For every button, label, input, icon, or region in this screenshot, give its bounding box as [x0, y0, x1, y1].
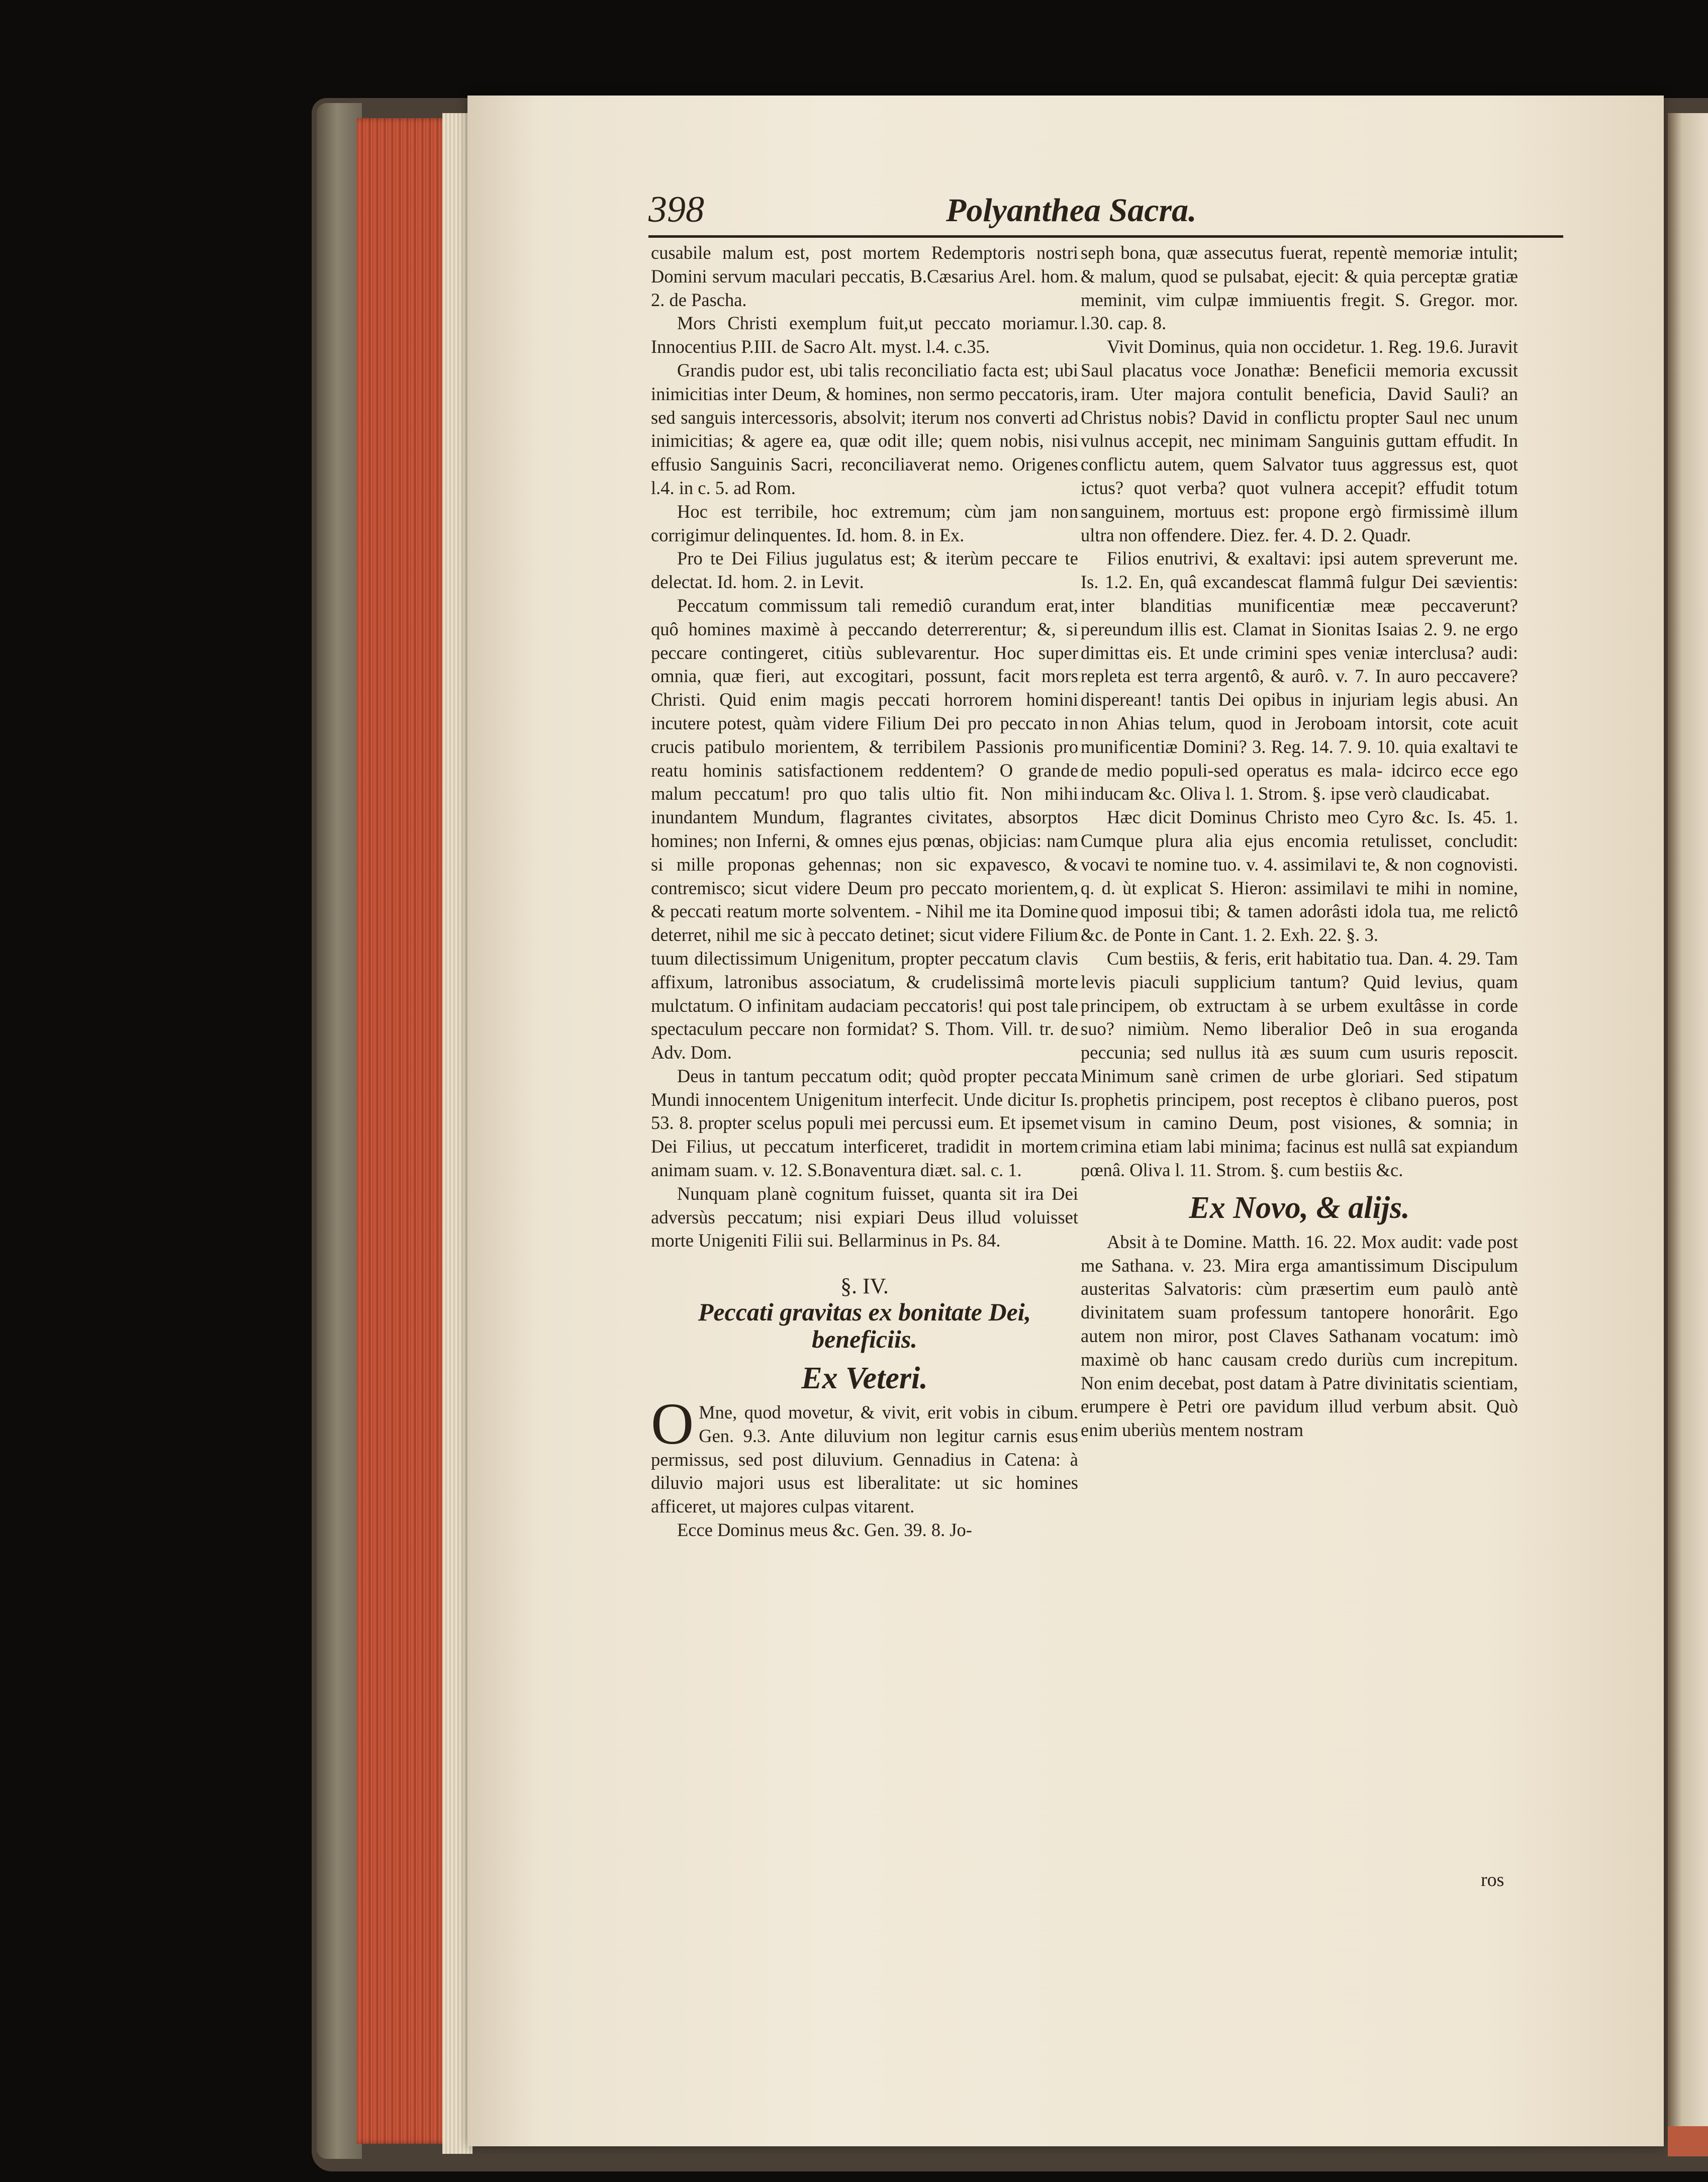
paragraph: Deus in tantum peccatum odit; quòd propter peccata Mundi innocentem Unigenitum interfecit. Unde dicitur Is. 53. 8. propter scelus populi mei percussi eum. Et ipsemet Dei Filius, ut peccatum interficeret, tradidit in mortem animam suam. v. 12. S.Bonaventura diæt. sal. c. 1.	[651, 1065, 1078, 1181]
subheading: Ex Veteri.	[801, 1361, 928, 1396]
drop-cap: O	[651, 1391, 694, 1457]
paragraph: Ecce Dominus meus &c. Gen. 39. 8. Jo-	[677, 1520, 972, 1541]
page-number: 398	[648, 189, 704, 230]
paragraph: Vivit Dominus, quia non occidetur. 1. Reg. 19.6. Juravit Saul placatus voce Jonathæ: Beneficii memoria excussit iram. Uter majora contulit beneficia, David Sauli? an Christus nobis? David in conflictu propter Saul nec unum vulnus accepit, nec minimam Sanguinis guttam effudit. In conflictu autem, quem Salvator tuus aggressus est, quot ictus? quot verba? quot vulnera accepit? effudit totum sanguinem, mortuus est: propone ergò firmissimè illum ultra non offendere. Diez. fer. 4. D. 2. Quadr.	[1081, 336, 1518, 545]
paragraph: Cum bestiis, & feris, erit habitatio tua. Dan. 4. 29. Tam levis piaculi supplicium tantum? Quid levius, quam principem, ob extructam à se urbem exultâsse in corde suo? nimiùm. Nemo liberalior Deô in sua eroganda peccunia; sed nullus ità æs suum cum usuris reposcit. Minimum sanè crimen de urbe gloriari. Sed stipatum prophetis principem, post receptos è clibano pueros, post visum in camino Deum, post visiones, & somnia; in crimina etiam labi minima; facinus est nullâ sat expiandum pœnâ. Oliva l. 11. Strom. §. cum bestiis &c.	[1081, 947, 1518, 1181]
facing-page-red-edge	[1668, 2126, 1708, 2156]
paragraph: Hæc dicit Dominus Christo meo Cyro &c. Is. 45. 1. Cumque plura alia ejus encomia retulisset, concludit: vocavi te nomine tuo. v. 4. assimilavi te, & non cognovisti. q. d. ùt explicat S. Hieron: assimilavi te mihi in nomine, quod imposui tibi; & tamen adorâsti idola tua, me relictô &c. de Ponte in Cant. 1. 2. Exh. 22. §. 3.	[1081, 807, 1518, 945]
subheading: Ex Novo, & alijs.	[1189, 1190, 1410, 1225]
section-number: §. IV.	[840, 1274, 889, 1299]
paragraph-text: Mne, quod movetur, & vivit, erit vobis in cibum. Gen. 9.3. Ante diluvium non legitur carnis esus permissus, sed post diluvium. Gennadius in Catena: à diluvio majori usus est liberalitate: ut sic homines afficeret, ut majores culpas vitarent.	[651, 1402, 1078, 1517]
facing-page-edge	[1668, 113, 1708, 2154]
paragraph: Mors Christi exemplum fuit,ut peccato moriamur. Innocentius P.III. de Sacro Alt. myst. l.4. c.35.	[651, 313, 1078, 357]
section-title: Peccati gravitas ex bonitate Dei, beneficiis.	[698, 1298, 1031, 1354]
book-spine	[317, 103, 362, 2159]
catchword: ros	[1481, 1869, 1504, 1890]
paragraph: cusabile malum est, post mortem Redemptoris nostri Domini servum maculari peccatis, B.Cæsarius Arel. hom. 2. de Pascha.	[651, 242, 1078, 310]
running-title: Polyanthea Sacra.	[946, 192, 1197, 229]
paragraph: Nunquam planè cognitum fuisset, quanta sit ira Dei adversùs peccatum; nisi expiari Deus illud voluisset morte Unigeniti Filii sui. Bellarminus in Ps. 84.	[651, 1183, 1078, 1251]
right-column	[1081, 241, 1518, 1910]
paragraph: Hoc est terribile, hoc extremum; cùm jam non corrigimur delinquentes. Id. hom. 8. in Ex.	[651, 501, 1078, 545]
left-column	[651, 241, 1078, 1910]
header-rule	[648, 235, 1563, 238]
running-header	[648, 188, 1197, 239]
paragraph	[651, 1391, 1078, 1519]
paragraph: Grandis pudor est, ubi talis reconciliatio facta est; ubi inimicitias inter Deum, & homines, non sermo peccatoris, sed sanguis intercessoris, absolvit; iterum nos converti ad inimicitias; & agere ea, quæ odit ille; quem nobis, nisi effusio Sanguinis Sacri, reconciliaverat nemo. Origenes l.4. in c. 5. ad Rom.	[651, 359, 1078, 498]
paragraph: seph bona, quæ assecutus fuerat, repentè memoriæ intulit; & malum, quod se pulsabat, ejecit: & quia perceptæ gratiæ meminit, vim culpæ immiuentis fregit. S. Gregor. mor. l.30. cap. 8.	[1081, 242, 1518, 334]
paragraph: Filios enutrivi, & exaltavi: ipsi autem spreverunt me. Is. 1.2. En, quâ excandescat flammâ fulgur Dei sævientis: inter blanditias munificentiæ meæ peccaverunt? pereundum illis est. Clamat in Sionitas Isaias 2. 9. ne ergo dimittas eis. Et unde crimini spes veniæ interclusa? audi: repleta est terra argentô, & aurô. v. 7. In auro peccavere? dispereant! tantis Dei opibus in injuriam legis abusi. An non Ahias telum, quod in Jeroboam intorsit, cote acuit munificentiæ Domini? 3. Reg. 14. 7. 9. 10. quia exaltavi te de medio populi-sed operatus es mala- idcirco ecce ego inducam &c. Oliva l. 1. Strom. §. ipse verò claudicabat.	[1081, 548, 1518, 804]
paragraph: Pro te Dei Filius jugulatus est; & iterùm peccare te delectat. Id. hom. 2. in Levit.	[651, 548, 1078, 593]
paragraph: Absit à te Domine. Matth. 16. 22. Mox audit: vade post me Sathana. v. 23. Mira erga amantissimum Discipulum austeritas Salvatoris: cùm præsertim eum paulò antè divinitatem suam professum tantopere honorârit. Ego autem non miror, post Claves Sathanam vocatum: imò maximè ob hanc causam credo duriùs cum increpitum. Non enim decebat, post datam à Patre divinitatis scientiam, erumpere è Petri ore pavidum illud verbum absit. Quò enim uberiùs mentem nostram	[1081, 1231, 1518, 1441]
paragraph: Peccatum commissum tali remediô curandum erat, quô homines maximè à peccando deterrerentur; &, si peccare contingeret, citiùs sublevarentur. Hoc super omnia, quæ fieri, aut excogitari, possunt, facit mors Christi. Quid enim magis peccati horrorem homini incutere potest, quàm videre Filium Dei pro peccato in crucis patibulo morientem, & terribilem Passionis pro reatu hominis satisfactionem reddentem? O grande malum peccatum! pro quo talis ultio fit. Non mihi inundantem Mundum, flagrantes civitates, absorptos homines; non Inferni, & omnes ejus pœnas, objicias: nam si mille proponas gehennas; non sic expavesco, & contremisco; sicut videre Deum pro peccato morientem, & peccati reatum morte solventem. - Nihil me ita Domine deterret, nihil me sic à peccato detinet; sicut videre Filium tuum dilectissimum Unigenitum, propter peccatum clavis affixum, latronibus associatum, & crudelissimâ morte mulctatum. O infinitam audaciam peccatoris! qui post tale spectaculum peccare non formidat? S. Thom. Vill. tr. de Adv. Dom.	[651, 595, 1078, 1063]
